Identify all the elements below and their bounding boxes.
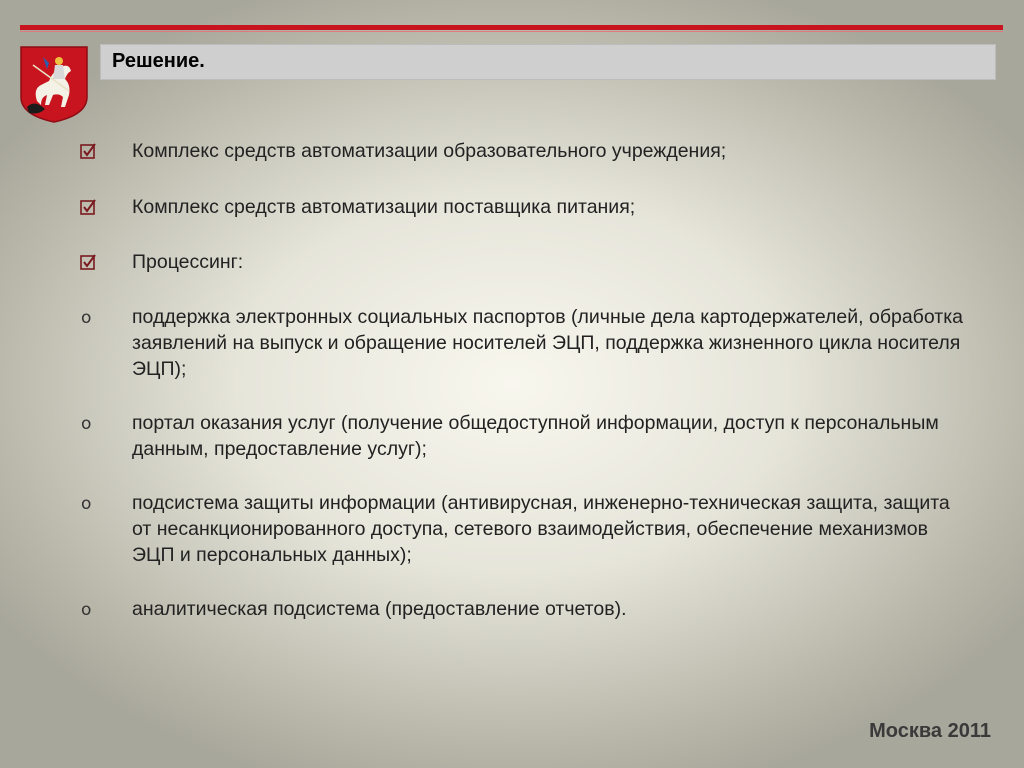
list-item-text: подсистема защиты информации (антивирусная, инженерно-техническая защита, защита от несанкционированного доступа, сетевого взаимодействия, обеспечение механизмов ЭЦП и персональных данных); [132,492,950,566]
circle-bullet-icon: o [81,600,92,620]
top-accent-rule-thin [20,31,1003,32]
list-item [78,194,978,220]
moscow-coat-of-arms-icon [19,45,89,124]
list-item-text: Комплекс средств автоматизации поставщика питания; [132,196,636,218]
list-item [78,249,978,275]
title-bar [100,44,996,80]
slide-title: Решение. [112,50,205,72]
list-item-text: аналитическая подсистема (предоставление отчетов). [132,598,627,620]
checkbox-checked-icon [78,141,100,163]
checkbox-checked-icon [78,252,100,274]
bullet-list [78,138,978,622]
list-item-text: Процессинг: [132,251,244,273]
list-item [78,490,978,568]
checkbox-checked-icon [78,197,100,219]
circle-bullet-icon: o [81,308,92,328]
list-item [78,596,978,622]
list-item [78,410,978,462]
circle-bullet-icon: o [81,494,92,514]
top-accent-rule [20,25,1003,30]
list-item-text: Комплекс средств автоматизации образовательного учреждения; [132,140,727,162]
list-item [78,138,978,164]
footer-location-year: Москва 2011 [869,720,991,742]
list-item [78,304,978,382]
list-item-text: портал оказания услуг (получение общедоступной информации, доступ к персональным данным, предоставление услуг); [132,412,939,460]
list-item-text: поддержка электронных социальных паспортов (личные дела картодержателей, обработка заявлений на выпуск и обращение носителей ЭЦП, поддержка жизненного цикла носителя ЭЦП); [132,306,963,380]
circle-bullet-icon: o [81,414,92,434]
